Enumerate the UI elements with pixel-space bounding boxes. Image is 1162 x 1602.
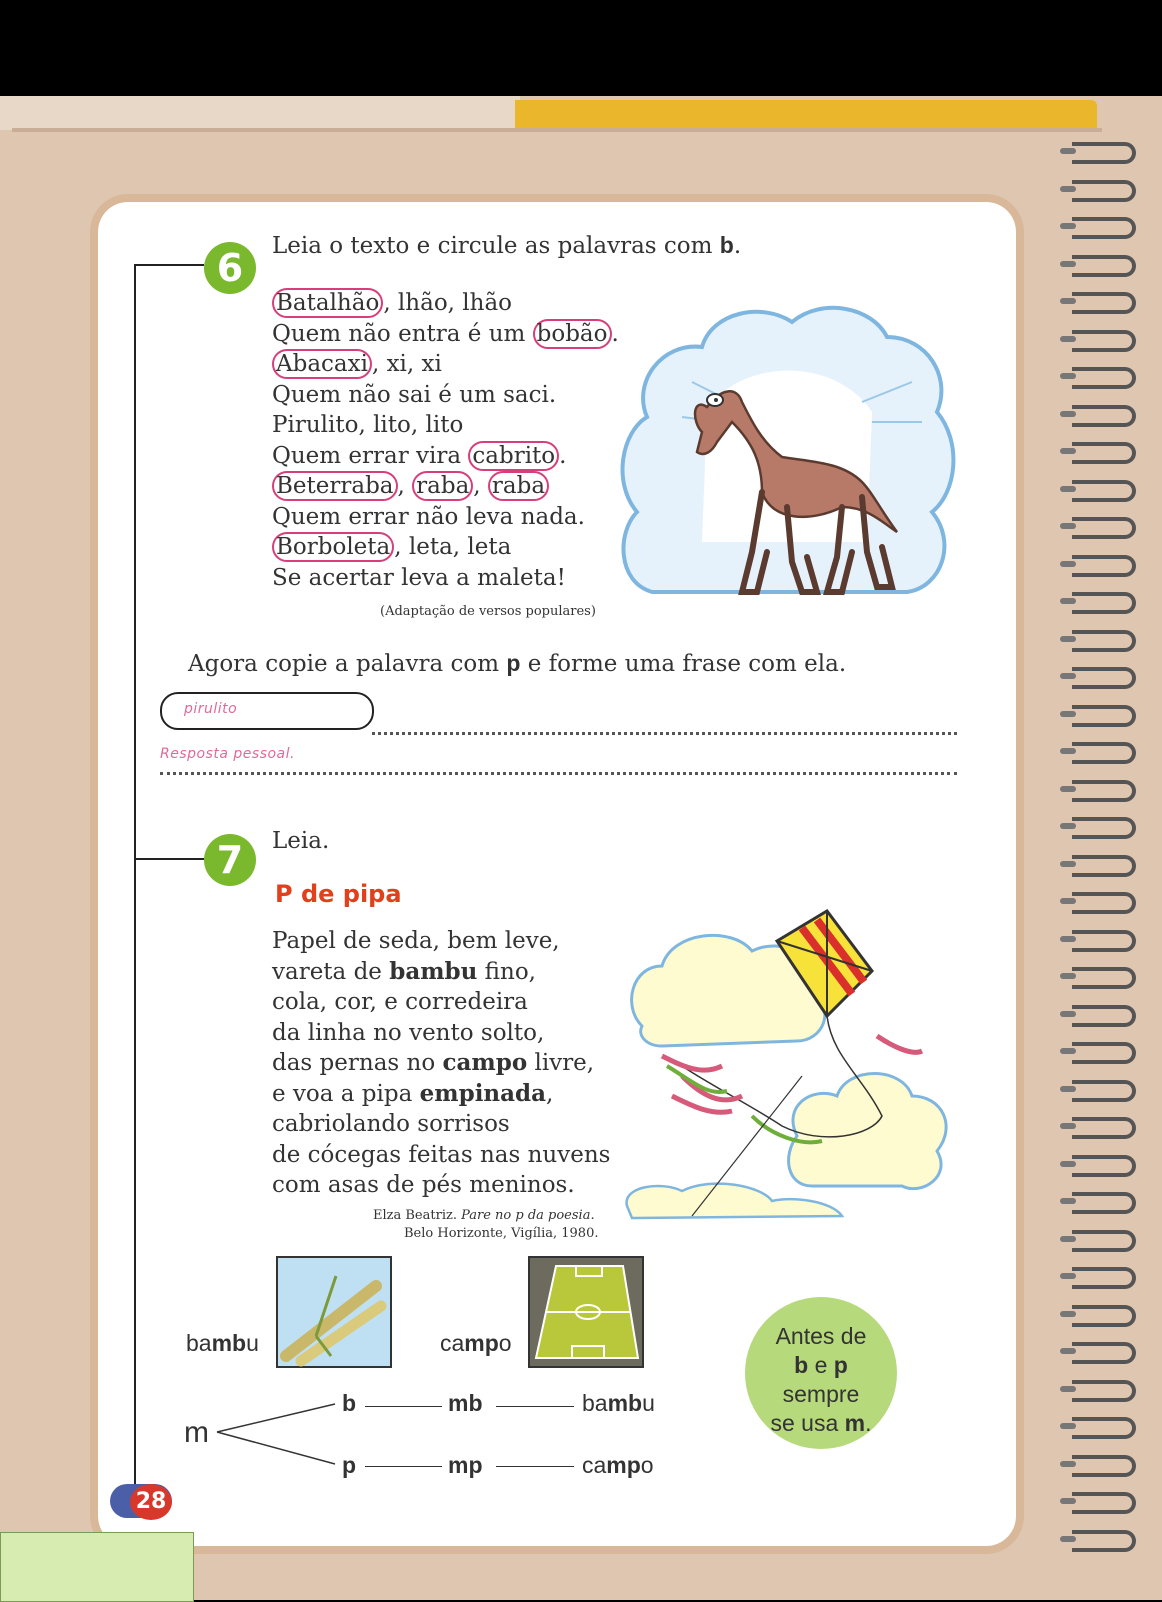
bracket-line: [134, 264, 136, 1504]
yellow-tab: [515, 100, 1097, 130]
row2-letter: p: [342, 1452, 357, 1478]
poem-line: Pirulito, lito, lito: [272, 412, 464, 438]
exercise6-task: Agora copie a palavra com p e forme uma frase com ela.: [188, 650, 847, 677]
poem-source: (Adaptação de versos populares): [380, 604, 596, 619]
spiral-ring: [1072, 930, 1136, 952]
spiral-ring: [1072, 1492, 1136, 1514]
spiral-ring: [1072, 142, 1136, 164]
spiral-ring: [1072, 1417, 1136, 1439]
rule-line-3: sempre: [782, 1381, 860, 1407]
poem-line: e voa a pipa empinada,: [272, 1079, 554, 1107]
spiral-ring: [1072, 517, 1136, 539]
poem-credit-1: Elza Beatriz. Pare no p da poesia.: [373, 1208, 595, 1223]
letter-m: m: [184, 1416, 209, 1449]
spiral-ring: [1072, 967, 1136, 989]
bracket-tick-6: [134, 264, 204, 266]
spiral-ring: [1072, 330, 1136, 352]
row1-connector-2: [496, 1406, 574, 1407]
spiral-ring: [1072, 667, 1136, 689]
circled-word: cabrito: [468, 441, 559, 471]
spiral-ring: [1072, 1380, 1136, 1402]
poem-line: cola, cor, e corredeira: [272, 989, 528, 1015]
poem-line: cabriolando sorrisos: [272, 1111, 510, 1137]
rule-line-1: Antes de: [775, 1323, 867, 1349]
poem-line: da linha no vento solto,: [272, 1019, 545, 1046]
circled-word: bobão: [533, 319, 612, 349]
circled-word: raba: [488, 471, 549, 501]
spiral-ring: [1072, 705, 1136, 727]
row1-word: bambu: [582, 1390, 655, 1416]
poem-line: Papel de seda, bem leve,: [272, 928, 560, 954]
spiral-ring: [1072, 180, 1136, 202]
poem-line: Abacaxi , xi, xi: [272, 349, 619, 380]
poem-line: com asas de pés meninos.: [272, 1172, 575, 1198]
poem-line: das pernas no campo livre,: [272, 1049, 595, 1076]
rule-line-2: b e p: [794, 1352, 848, 1378]
circled-word: Beterraba: [272, 471, 398, 501]
poem-line: Se acertar leva a maleta!: [272, 564, 566, 591]
poem-credit-2: Belo Horizonte, Vigília, 1980.: [404, 1226, 599, 1241]
word-bambu: bambu: [186, 1330, 259, 1356]
circled-word: Batalhão: [272, 288, 383, 318]
exercise7-poem: [272, 926, 610, 1201]
spiral-ring: [1072, 1342, 1136, 1364]
spiral-ring: [1072, 442, 1136, 464]
rule-line-4: se usa m.: [770, 1410, 872, 1436]
circled-word: Abacaxi: [272, 349, 372, 379]
exercise6-poem: [272, 288, 619, 593]
exercise6-instruction: Leia o texto e circule as palavras com b.: [272, 232, 742, 259]
exercise-number-badge: 7: [204, 834, 256, 886]
spiral-ring: [1072, 1530, 1136, 1552]
spiral-ring: [1072, 1080, 1136, 1102]
spiral-ring: [1072, 817, 1136, 839]
bracket-tick-7: [134, 858, 204, 860]
answer-note: Resposta pessoal.: [160, 746, 295, 762]
answer-line-2: [160, 772, 957, 775]
page-number: 28: [130, 1484, 172, 1520]
poem-line: Quem errar vira cabrito .: [272, 442, 567, 469]
poem-line: de cócegas feitas nas nuvens: [272, 1141, 611, 1168]
spiral-ring: [1072, 555, 1136, 577]
spiral-ring: [1072, 780, 1136, 802]
spiral-ring: [1072, 1230, 1136, 1252]
row1-letter: b: [342, 1390, 357, 1416]
kite-illustration: [622, 906, 962, 1226]
row2-pair: mp: [448, 1452, 483, 1478]
spiral-ring: [1072, 1005, 1136, 1027]
spiral-ring: [1072, 1192, 1136, 1214]
poem-line: Beterraba , raba , raba: [272, 471, 619, 502]
spiral-ring: [1072, 1155, 1136, 1177]
poem-line: Quem não entra é um bobão .: [272, 320, 619, 347]
spiral-ring: [1072, 1305, 1136, 1327]
poem-line: vareta de bambu fino,: [272, 957, 536, 985]
spiral-ring: [1072, 855, 1136, 877]
spiral-ring: [1072, 1267, 1136, 1289]
row1-pair: mb: [448, 1390, 483, 1416]
spiral-ring: [1072, 742, 1136, 764]
green-corner-tab: [0, 1532, 194, 1602]
soccer-field-picture: [528, 1256, 644, 1368]
spiral-ring: [1072, 1455, 1136, 1477]
spiral-ring: [1072, 1117, 1136, 1139]
answer-line-1: [372, 732, 957, 735]
circled-word: raba: [412, 471, 473, 501]
page-edge: [12, 128, 1102, 132]
branch-lines: [215, 1398, 340, 1470]
spiral-ring: [1072, 217, 1136, 239]
page-top-strip: [0, 96, 520, 130]
row2-connector-1: [365, 1466, 442, 1467]
spiral-ring: [1072, 630, 1136, 652]
circled-word: Borboleta: [272, 532, 394, 562]
spiral-ring: [1072, 892, 1136, 914]
word-campo: campo: [440, 1330, 512, 1356]
row1-connector-1: [365, 1406, 442, 1407]
spiral-ring: [1072, 292, 1136, 314]
spiral-ring: [1072, 592, 1136, 614]
poem-line: Borboleta , leta, leta: [272, 532, 619, 563]
spiral-ring: [1072, 1042, 1136, 1064]
spiral-ring: [1072, 367, 1136, 389]
spiral-ring: [1072, 405, 1136, 427]
poem-line: Quem não sai é um saci.: [272, 381, 557, 408]
poem-line: Batalhão , lhão, lhão: [272, 288, 619, 319]
spiral-ring: [1072, 255, 1136, 277]
poem-title: P de pipa: [275, 880, 402, 908]
exercise-number-badge: 6: [204, 242, 256, 294]
row2-word: campo: [582, 1452, 654, 1478]
spiral-ring: [1072, 480, 1136, 502]
bamboo-picture: [276, 1256, 392, 1368]
poem-line: Quem errar não leva nada.: [272, 503, 585, 530]
row2-connector-2: [496, 1466, 574, 1467]
answer-word: pirulito: [184, 701, 238, 717]
goat-illustration: [612, 292, 962, 610]
exercise7-instruction: Leia.: [272, 828, 330, 854]
